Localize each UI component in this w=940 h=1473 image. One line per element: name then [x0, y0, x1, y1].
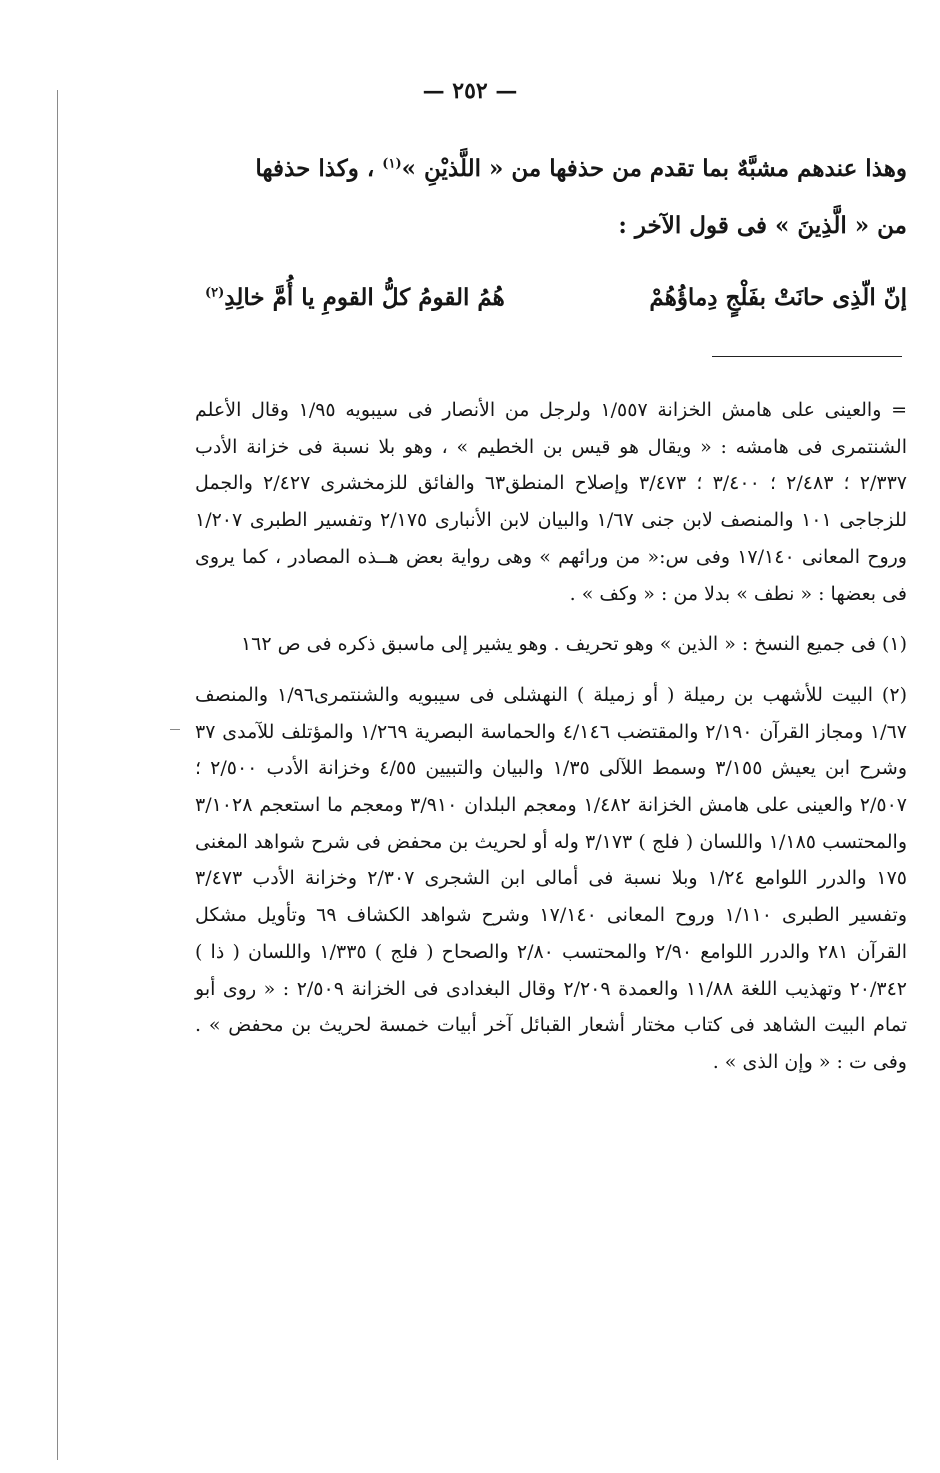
- footnote-1: (١) فى جميع النسخ : « الذين » وهو تحريف . وهو يشير إلى ماسبق ذكره فى ص ١٦٢: [240, 633, 907, 656]
- verse-second-hemistich-text: هُمُ القومُ كلُّ القومِ يا أُمَّ خالِدِ: [224, 284, 505, 311]
- main-text-line-2: من « الَّذِينَ » فى قول الآخر :: [618, 212, 907, 239]
- footnote-ref-1: (١): [382, 156, 402, 172]
- verse-first-hemistich: [649, 273, 907, 323]
- footnotes: [195, 392, 907, 1095]
- main-text-line-1: [195, 140, 907, 197]
- verse-second-hemistich: [205, 273, 505, 323]
- verse-first-hemistich-text: إنّ الّذِى حانَتْ بفَلْجٍ دِماؤُهُمْ: [649, 284, 907, 311]
- main-text-line-1-body: وهذا عندهم مشبَّهٌ بما تقدم من حذفها من « اللَّذيْنِ »: [401, 155, 907, 182]
- page-number: — ٢٥٢ —: [422, 78, 518, 104]
- margin-rule: [57, 90, 58, 1460]
- footnote-2: (٢) البيت للأشهب بن رميلة ( أو زميلة ) النهشلى فى سيبويه والشنتمرى١/٩٦ والمنصف ١/٦٧ ومجاز القرآن ٢/١٩٠ والمقتضب ٤/١٤٦ والحماسة البصرية ١/٢٦٩ والمؤتلف للآمدى ٣٧ وشرح ابن يعيش ٣/١٥٥ وسمط اللآلى ١/٣٥ والبيان والتبيين ٤/٥٥ وخزانة الأدب ٢/٥٠٠ ؛ ٢/٥٠٧ والعينى على هامش الخزانة ١/٤٨٢ ومعجم البلدان ٣/٩١٠ ومعجم ما استعجم ٣/١٠٢٨ والمحتسب ١/١٨٥ واللسان ( فلج ) ٣/١٧٣ وله أو لحريث بن محفض فى شرح شواهد المغنى ١٧٥ والدرر اللوامع ١/٢٤ وبلا نسبة فى أمالى ابن الشجرى ٢/٣٠٧ وخزانة الأدب ٣/٤٧٣ وتفسير الطبرى ١/١١٠ وروح المعانى ١٧/١٤٠ وشرح شواهد الكشاف ٦٩ وتأويل مشكل القرآن ٢٨١ والدرر اللوامع ٢/٩٠ والمحتسب ٢/٨٠ والصحاح ( فلج ) ١/٣٣٥ واللسان ( ذا ) ٢٠/٣٤٢ وتهذيب اللغة ١١/٨٨ والعمدة ٢/٢٠٩ وقال البغدادى فى الخزانة ٢/٥٠٩ : « روى أبو تمام البيت الشاهد فى كتاب مختار أشعار القبائل آخر أبيات خمسة لحريث بن محفض » . وفى ت : « وإن الذى » .: [195, 683, 908, 1073]
- main-text: [195, 140, 907, 254]
- main-text-line-1-tail: ، وكذا حذفها: [255, 155, 375, 182]
- footnote-divider: [712, 356, 902, 357]
- poetry-verse: [195, 273, 907, 323]
- margin-mark: [170, 729, 180, 730]
- footnote-continuation: = والعينى على هامش الخزانة ١/٥٥٧ ولرجل من الأنصار فى سيبويه ١/٩٥ وقال الأعلم الشنتمرى فى هامشه : « ويقال هو قيس بن الخطيم » ، وهو بلا نسبة فى خزانة الأدب ٢/٣٣٧ ؛ ٢/٤٨٣ ؛ ٣/٤٠٠ ؛ ٣/٤٧٣ وإصلاح المنطق٦٣ والفائق للزمخشرى ٢/٤٢٧ والجمل للزجاجى ١٠١ والمنصف لابن جنى ١/٦٧ والبيان لابن الأنبارى ٢/١٧٥ وتفسير الطبرى ١/٢٠٧ وروح المعانى ١٧/١٤٠ وفى س:« من ورائهم » وهى رواية بعض هــذه المصادر ، كما يروى فى بعضها : « نطف » بدلا من : « وكف » .: [195, 399, 907, 605]
- footnote-ref-2: (٢): [205, 285, 225, 301]
